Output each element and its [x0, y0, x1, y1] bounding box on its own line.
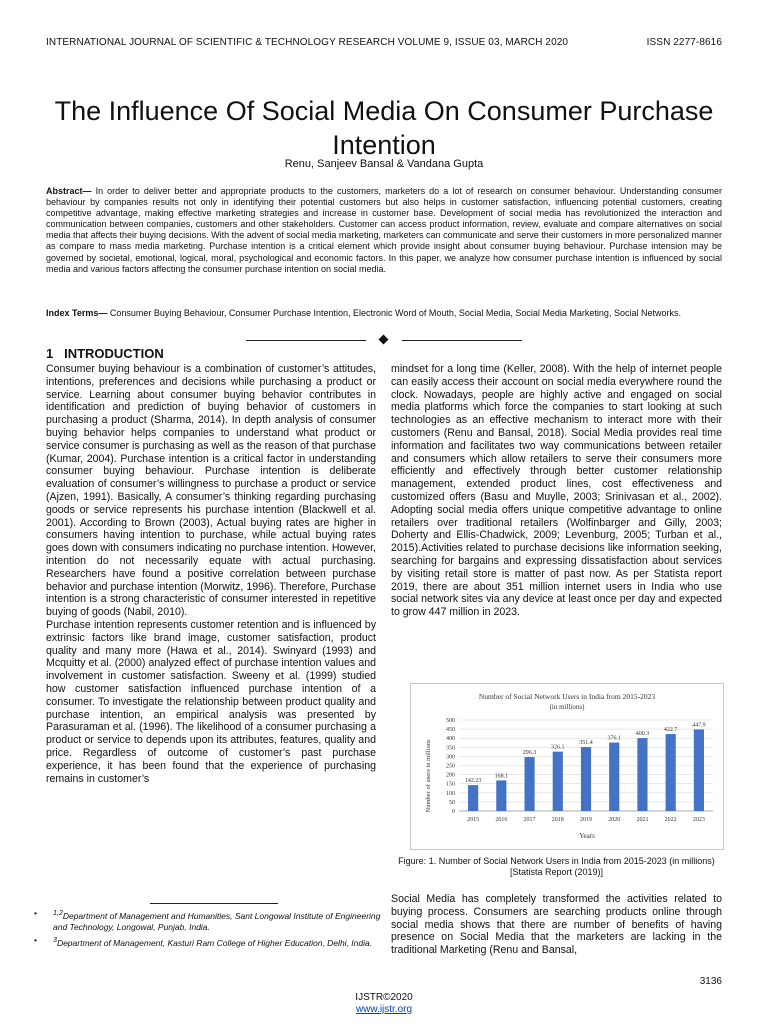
chart-bar	[496, 780, 506, 811]
footnote-text: Department of Management and Humanities, Sant Longowal Institute of Engineering and Technology, Longowal, Punjab, India.	[53, 910, 381, 932]
chart-x-tick-label: 2015	[467, 817, 480, 823]
right-column-bottom	[391, 893, 722, 957]
chart-y-tick-label: 450	[446, 727, 455, 734]
section-heading	[46, 346, 164, 361]
abstract-text: In order to deliver better and appropriate products to the customers, marketers do a lot of research on consumer behaviour. Understanding consumer behaviour by companies results not only in identifying their potential customers but also helps in customer satisfaction, influencing potential customers, creating competitive advantage, making effective marketing strategies and increase in customer base. Development of social media has revolutionized the interaction and communication between companies, customers and other stakeholders. Customer can access product information, review, evaluate and compare alternatives on social media that affects their buying decisions. With the advent of social media marketing, marketers can communicate and serve their customers in more personalized manner as compare to mass media marketing. Purchase intention is a critical element which provide insight about consumer buying behaviour. Purchase intension may be governed by societal, emotional, logical, moral, psychological and economic factors. In this paper, we analyze how consumer purchase intention is influenced by social media and various factors affecting the consumer purchase intention on social media.	[46, 186, 722, 274]
chart-x-tick-label: 2023	[692, 817, 705, 823]
footnotes	[34, 908, 384, 951]
chart-bar	[609, 743, 619, 811]
chart-value-label: 296.3	[522, 750, 537, 757]
footer-copyright: IJSTR©2020	[355, 992, 413, 1003]
footnote-superscript: 3	[53, 935, 57, 944]
abstract	[46, 186, 722, 275]
chart-x-tick-label: 2020	[608, 817, 621, 823]
bar-chart	[411, 684, 723, 849]
chart-x-ticks	[467, 817, 705, 823]
section-divider	[246, 335, 522, 345]
right-column-top	[391, 363, 722, 619]
chart-value-label: 447.9	[692, 722, 706, 729]
index-terms-text: Consumer Buying Behaviour, Consumer Purchase Intention, Electronic Word of Mouth, Social Media, Social Media Marketing, Social Networks.	[107, 308, 681, 318]
journal-header	[46, 37, 722, 48]
chart-y-tick-label: 500	[446, 718, 455, 724]
chart-title: Number of Social Network Users in India from 2015-2023	[478, 692, 656, 701]
chart-value-label: 422.7	[663, 727, 678, 734]
divider-line-right	[402, 340, 522, 341]
chart-y-tick-label: 0	[452, 809, 455, 815]
paragraph: Consumer buying behaviour is a combination of customer’s attitudes, intentions, preferences and decisions while purchasing a product or service. Learning about consumer buying behavior contributes in identification and prediction of buying behavior of customers in purchasing a product (Sharma, 2014). In depth analysis of consumer buying behavior helps companies to understand what product or service consumer is purchasing as well as the reason of that purchase (Kumar, 2004). Purchase intention is a critical factor in understanding consumer buying behaviour. Purchase intention is deliberate evaluation of consumer’s willingness to purchase a product or service (Ajzen, 1991). Basically, A consumer’s thinking regarding purchasing goods or service represents his purchase intention (Blackwell et al. 2001). According to Brown (2003), Actual buying rates are higher in consumers having intention to purchase, while actual buying rates goes down with consumers indicating no purchase intention. However, intention do not necessarily equate with actual purchasing. Researchers have found a positive correlation between purchase behavior and purchase intention (Morwitz, 1996). Therefore, Purchase intention is a strong characteristic of consumer interested in repetitive buying of goods (Nabil, 2010).	[46, 363, 376, 619]
chart-y-tick-label: 300	[446, 754, 455, 761]
chart-subtitle: (in millions)	[549, 703, 585, 711]
chart-y-tick-label: 200	[446, 772, 455, 779]
chart-y-tick-label: 150	[446, 781, 455, 788]
journal-website-link[interactable]: www.ijstr.org	[355, 1004, 413, 1015]
divider-line-left	[246, 340, 366, 341]
chart-bar	[694, 729, 704, 811]
paper-title: The Influence Of Social Media On Consumer Purchase Intention	[54, 96, 714, 161]
chart-x-tick-label: 2019	[580, 817, 592, 823]
chart-y-tick-label: 400	[446, 736, 455, 743]
chart-value-label: 400.3	[635, 731, 650, 738]
journal-name: INTERNATIONAL JOURNAL OF SCIENTIFIC & TECHNOLOGY RESEARCH VOLUME 9, ISSUE 03, MARCH 2020	[46, 37, 569, 48]
chart-value-label: 351.4	[579, 740, 593, 747]
chart-x-tick-label: 2018	[551, 817, 564, 823]
bullet-icon: •	[34, 934, 37, 945]
diamond-icon	[379, 335, 389, 345]
chart-value-label: 168.1	[494, 773, 509, 780]
section-number: 1	[46, 346, 54, 361]
chart-bar	[637, 738, 647, 811]
chart-value-label: 326.1	[551, 744, 565, 751]
chart-value-label: 142.23	[464, 778, 482, 785]
paragraph: Social Media has completely transformed the activities related to buying process. Consumers are searching products online through social media shows that there are number of benefits of having presence on Social Media that the marketers are lacking in the traditional Marketing (Renu and Bansal,	[391, 893, 722, 957]
chart-y-axis-label: Number of users in millions	[425, 739, 432, 813]
chart-bar	[553, 752, 563, 811]
footnote-superscript: 1,2	[53, 909, 63, 917]
footnote-text: Department of Management, Kasturi Ram College of Higher Education, Delhi, India.	[56, 937, 373, 948]
index-terms-label: Index Terms—	[46, 308, 108, 318]
chart-x-axis-label: Years	[579, 832, 595, 840]
chart-y-tick-label: 350	[446, 745, 455, 752]
chart-x-tick-label: 2021	[636, 817, 649, 823]
footnote	[34, 935, 384, 949]
chart-x-tick-label: 2022	[664, 817, 677, 823]
chart-x-tick-label: 2016	[495, 817, 508, 823]
footnote-rule	[150, 903, 278, 904]
chart-bar	[524, 757, 534, 811]
abstract-label: Abstract—	[46, 186, 92, 196]
chart-y-ticks	[446, 718, 455, 815]
authors: Renu, Sanjeev Bansal & Vandana Gupta	[284, 158, 484, 170]
paragraph: Purchase intention represents customer retention and is influenced by extrinsic factors like brand image, customer satisfaction, product quality and many more (Hawa et al., 2014). Swinyard (1993) and Mcquitty et al. (2000) analyzed effect of purchase intention values and involvement in customer satisfaction. Sweeny et al. (1999) studied how customer satisfaction influenced purchase intention of a consumer. To investigate the relationship between product quality and purchase intention, an empirical analysis was presented by Parasuraman et al. (1996). The likelihood of a consumer purchasing a product or service to depends upon its attributes, features, quality and price. Regardless of outcome of customer’s past purchase experience, it has been found that the experience of purchasing remains in customer’s	[46, 618, 376, 785]
figure-caption: Figure: 1. Number of Social Network Users in India from 2015-2023 (in millions) [Statista Report (2019)]	[398, 856, 715, 877]
figure-chart	[410, 683, 724, 850]
page-number: 3136	[699, 976, 722, 987]
section-title: INTRODUCTION	[64, 346, 164, 361]
issn: ISSN 2277-8616	[646, 37, 722, 48]
chart-bar	[581, 747, 591, 811]
chart-x-tick-label: 2017	[523, 817, 536, 823]
chart-y-tick-label: 250	[446, 763, 455, 770]
chart-y-tick-label: 50	[449, 799, 455, 806]
bullet-icon: •	[34, 908, 37, 918]
chart-bar	[468, 785, 478, 811]
chart-value-label: 376.1	[607, 735, 621, 742]
index-terms	[46, 308, 722, 319]
page-footer	[0, 992, 768, 1016]
footnote	[34, 908, 384, 933]
chart-y-tick-label: 100	[446, 790, 455, 797]
chart-bar	[666, 734, 676, 811]
paragraph: mindset for a long time (Keller, 2008). With the help of internet people can easily access their account on social media everywhere round the clock. Nowadays, people are highly active and engaged on social media platforms which force the companies to start looking at such technologies as an effective mechanism to interact more with their customers (Renu and Bansal, 2018). Social Media provides real time information and facilitates two way communications between retailer and consumers which allow retailers to serve their consumers more efficiently and effectively through better customer relationship management, extended product lines, cost effectiveness and customized offers (Basu and Muylle, 2003; Srinivasan et al., 2002). Adopting social media offers unique competitive advantage to online retailers over traditional retailers (Wolfinbarger and Gilly, 2003; Doherty and Ellis-Chadwick, 2009; Levenburg, 2005; Turban et al., 2015).Activities related to purchase decisions like information seeking, searching for bargains and expressing dissatisfaction about services by visiting retail store is matter of past now. As per Statista report 2019, there are about 351 million internet users in India who use social network sites via any device at least once per day and expected to grow 447 million in 2023.	[391, 363, 722, 619]
left-column	[46, 363, 376, 785]
